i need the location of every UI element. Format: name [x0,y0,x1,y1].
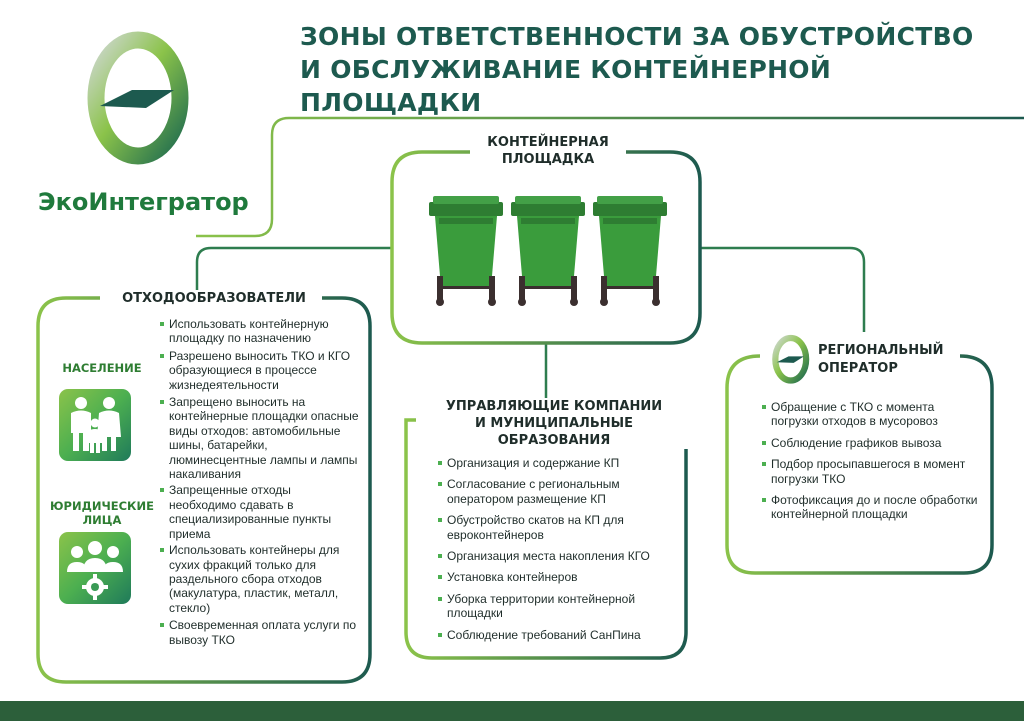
group-label-population-text: НАСЕЛЕНИЕ [62,361,142,375]
business-people-gear-icon [59,532,131,604]
list-item: Использовать контейнеры для сухих фракций только для раздельного сбора отходов (макулатура, пластик, металл, стекло) [160,543,360,615]
connector-left [197,248,392,292]
waste-bin-icon [593,196,667,306]
waste-bin-icon [511,196,585,306]
family-icon [59,389,131,461]
list-item: Подбор просыпавшегося в момент погрузки ТКО [762,457,982,486]
list-item: Своевременная оплата услуги по вывозу ТКО [160,618,360,647]
waste-generators-list [160,317,360,647]
regional-operator-heading [760,332,960,388]
container-site-heading [470,134,626,168]
container-site-heading-line-2: ПЛОЩАДКА [501,152,595,167]
group-label-legal-entities-line-1: ЮРИДИЧЕСКИЕ [50,499,154,513]
ecointegrator-logo-icon [768,334,812,386]
list-item: Уборка территории контейнерной площадки [438,592,678,621]
list-item: Организация и содержание КП [438,456,678,470]
ecointegrator-logo-icon [76,30,196,170]
waste-bin-icon [429,196,503,306]
title-line-2: И ОБСЛУЖИВАНИЕ КОНТЕЙНЕРНОЙ ПЛОЩАДКИ [300,55,832,117]
group-label-population [50,361,154,375]
list-item: Соблюдение графиков вывоза [762,436,982,450]
list-item: Соблюдение требований СанПина [438,628,678,642]
container-site-heading-line-1: КОНТЕЙНЕРНАЯ [487,135,609,150]
management-heading-line-2: И МУНИЦИПАЛЬНЫЕ ОБРАЗОВАНИЯ [475,416,633,448]
list-item: Организация места накопления КГО [438,549,678,563]
management-heading [416,398,692,449]
waste-generators-heading: ОТХОДООБРАЗОВАТЕЛИ [106,290,322,307]
list-item: Обращение с ТКО с момента погрузки отходов в мусоровоз [762,400,982,429]
list-item: Запрещено выносить на контейнерные площадки опасные виды отходов: автомобильные шины, батарейки, люминесцентные лампы и лампы накаливания [160,395,360,481]
list-item: Установка контейнеров [438,570,678,584]
list-item: Запрещенные отходы необходимо сдавать в специализированные пункты приема [160,483,360,541]
title-line-1: ЗОНЫ ОТВЕТСТВЕННОСТИ ЗА ОБУСТРОЙСТВО [300,22,974,51]
regional-operator-heading-line-1: РЕГИОНАЛЬНЫЙ [818,343,944,358]
list-item: Согласование с региональным оператором размещение КП [438,477,678,506]
page-title [300,20,1000,119]
list-item: Фотофиксация до и после обработки контейнерной площадки [762,493,982,522]
group-label-legal-entities-line-2: ЛИЦА [82,513,122,527]
management-heading-line-1: УПРАВЛЯЮЩИЕ КОМПАНИИ [445,399,663,414]
list-item: Обустройство скатов на КП для евроконтейнеров [438,513,678,542]
brand-name: ЭкоИнтегратор [38,188,249,216]
regional-operator-list [762,400,982,529]
regional-operator-heading-line-2: ОПЕРАТОР [818,361,898,376]
waste-bins-illustration [425,196,670,308]
list-item: Разрешено выносить ТКО и КГО образующиеся в процессе жизнедеятельности [160,349,360,392]
list-item: Использовать контейнерную площадку по назначению [160,317,360,346]
management-list [438,456,678,649]
footer-bar [0,701,1024,721]
group-label-legal-entities [50,499,154,527]
regional-operator-title [818,342,944,378]
